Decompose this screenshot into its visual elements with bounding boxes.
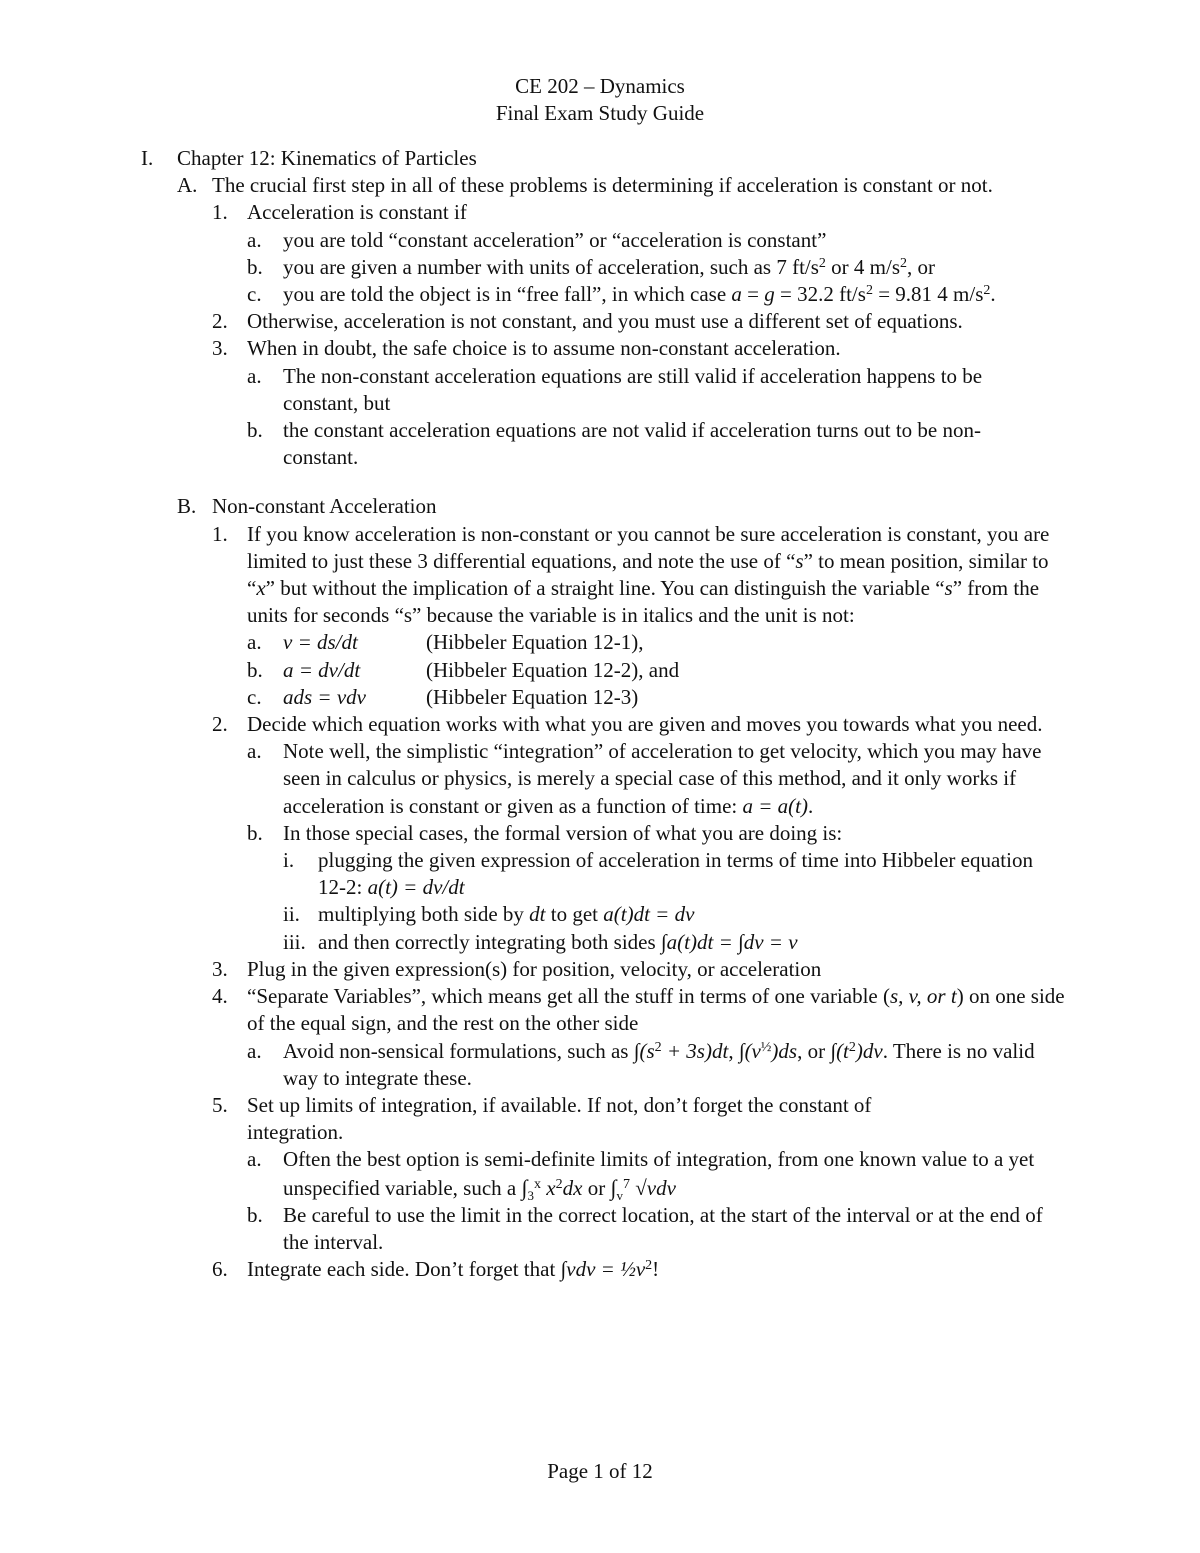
list-item: b. Be careful to use the limit in the correct location, at the start of the interval or at the end of the interval. [247,1202,1043,1254]
subsection-a-label: A. [177,173,198,198]
list-item: b. a = dv/dt (Hibbeler Equation 12-2), and [247,657,680,682]
list-item: 2. Decide which equation works with what you are given and moves you towards what you need. [212,712,1043,737]
list-item: i. plugging the given expression of acceleration in terms of time into Hibbeler equation 12-2: a(t) = dv/dt [283,848,1033,900]
outline [0,145,1200,1283]
subsection-a [0,172,1072,199]
list-item: c. you are told the object is in “free fall”, in which case a = g = 32.2 $ft/s^2 = 9.81$ 4 $m/s^2$. [247,282,996,307]
subsection-b-label: B. [177,494,197,519]
list-item: 1. Acceleration is constant if [212,200,467,225]
list-item: 4. “Separate Variables”, which means get all the stuff in terms of one variable (s, v, or t) on one side of the equal sign, and the rest on the other side [212,984,1065,1036]
subsection-b-text: Non-constant Acceleration [212,494,437,519]
list-item: 3. When in doubt, the safe choice is to assume non-constant acceleration. [212,336,841,361]
list-item: a. Often the best option is semi-definite limits of integration, from one known value to a yet unspecified variable, such a $\int_3^x$ $x^2dx$ or $\int_v^7$ √vdv [247,1147,1035,1203]
list-item: 6. Integrate each side. Don’t forget that $\int vdv = \frac{1}{2}v^2$! [212,1257,660,1282]
document-subtitle: Final Exam Study Guide [495,101,705,125]
course-title: CE 202 – Dynamics [515,74,685,98]
list-item: ii. multiplying both side by dt to get a(t)dt = dv [283,902,695,927]
page-number: Page 1 of 12 [547,1459,653,1483]
subsection-a-text: The crucial first step in all of these problems is determining if acceleration is constant or not. [212,173,993,198]
list-item: 3. Plug in the given expression(s) for position, velocity, or acceleration [212,956,822,981]
section-1 [0,145,1200,172]
subsection-b [0,493,1200,520]
list-item: b. In those special cases, the formal version of what you are doing is: [247,820,843,845]
list-item: a. v = ds/dt (Hibbeler Equation 12-1), [247,630,644,655]
list-item: a. The non-constant acceleration equations are still valid if acceleration happens to be constant, but [247,363,983,415]
list-item: a. Note well, the simplistic “integration” of acceleration to get velocity, which you may have seen in calculus or physics, is merely a special case of this method, and it only works if acceleration is constant or given as a function of time: a = a(t). [247,739,1042,818]
list-item: c. ads = vdv (Hibbeler Equation 12-3) [247,684,639,709]
list-item: b. you are given a number with units of acceleration, such as 7 $ft/s^2$ or 4 $m/s^2$, or [247,254,936,279]
list-item: b. the constant acceleration equations are not valid if acceleration turns out to be non-constant. [247,418,981,470]
list-item: iii. and then correctly integrating both sides ∫a(t)dt = ∫dv = v [283,929,798,954]
list-item: a. Avoid non-sensical formulations, such as $\int(s^2 + 3s)dt$, $\int(v^{\frac{1}{2}})ds$, or $\int(t^2)dv$. There is no valid way to integrate these. [247,1038,1035,1090]
list-item: a. you are told “constant acceleration” or “acceleration is constant” [247,227,827,252]
list-item: 1. If you know acceleration is non-constant or you cannot be sure acceleration is constant, you are limited to just these 3 differential equations, and note the use of “s” to mean position, similar to “x” but without the implication of a straight line. You can distinguish the variable “s” from the units for seconds “s” because the variable is in italics and the unit is not: [212,521,1050,628]
section-1-title: Chapter 12: Kinematics of Particles [177,146,477,170]
list-item: 2. Otherwise, acceleration is not constant, and you must use a different set of equations. [212,309,963,334]
section-1-label: I. [141,146,154,170]
list-item: 5. Set up limits of integration, if available. If not, don’t forget the constant of integration. [212,1092,872,1145]
